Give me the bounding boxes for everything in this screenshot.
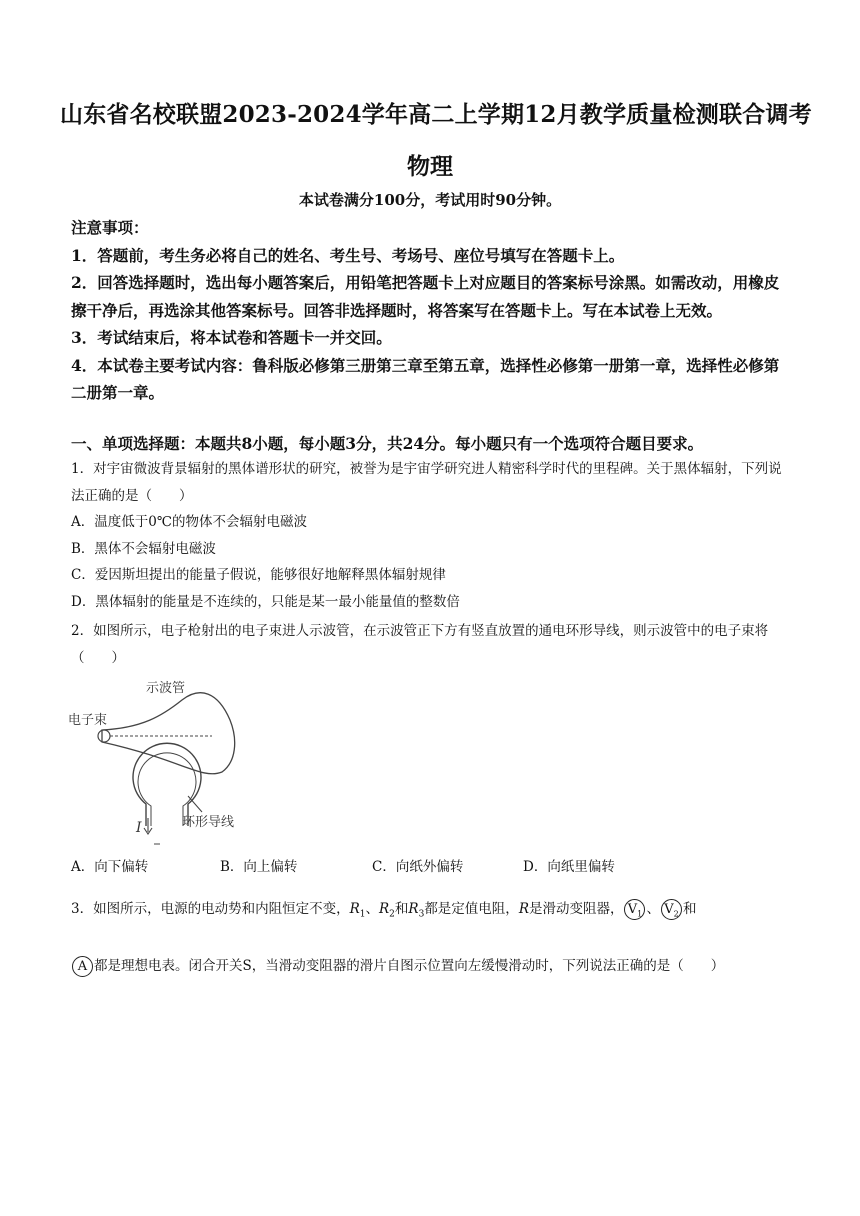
r-symbol: R [518, 901, 529, 917]
note-item: 4．本试卷主要考试内容：鲁科版必修第三册第三章至第五章，选择性必修第一册第一章，选择性必修第二册第一章。 [71, 355, 780, 402]
oscilloscope-figure [62, 676, 262, 848]
ring-conductor [133, 743, 201, 826]
r2-subscript: 2 [389, 909, 395, 920]
question-stem: 1．对宇宙微波背景辐射的黑体谱形状的研究，被誉为是宇宙学研究进人精密科学时代的里程碑。关于黑体辐射，下列说法正确的是（ ） [71, 461, 782, 504]
tube-outline [102, 693, 235, 774]
r3-symbol: R [408, 901, 419, 917]
beam-label: 电子束 [68, 713, 108, 728]
loop-label: 环形导线 [182, 815, 235, 830]
option-a: A．温度低于0℃的物体不会辐射电磁波 [71, 514, 307, 530]
question-2 [71, 618, 793, 671]
electron-gun [98, 730, 110, 742]
note-item: 1．答题前，考生务必将自己的姓名、考生号、考场号、座位号填写在答题卡上。 [71, 245, 625, 265]
meter-letter: V [664, 902, 674, 917]
section-heading: 一、单项选择题：本题共8小题，每小题3分，共24分。每小题只有一个选项符合题目要求。 [71, 434, 704, 453]
note-item: 3．考试结束后，将本试卷和答题卡一并交回。 [71, 328, 392, 347]
stem-text: 、 [365, 901, 379, 917]
stem-text: 和 [682, 901, 697, 917]
meter-subscript: 2 [673, 909, 679, 919]
exam-info: 本试卷满分100分，考试用时90分钟。 [298, 191, 562, 209]
meter-letter: V [627, 902, 638, 917]
current-label: I [136, 820, 142, 836]
question-3 [71, 884, 793, 992]
r1-symbol: R [349, 901, 360, 917]
r3-subscript: 3 [418, 909, 425, 920]
switch-symbol: S [242, 957, 252, 974]
voltmeter-2-icon [661, 899, 682, 920]
voltmeter-1-icon [624, 899, 645, 920]
r1-subscript: 1 [359, 909, 366, 920]
option-c: C．向纸外偏转 [372, 859, 464, 875]
notes-block [71, 214, 791, 407]
r2-symbol: R [379, 901, 390, 917]
option-d: D．黑体辐射的能量是不连续的，只能是某一最小能量值的整数倍 [71, 593, 460, 610]
note-item: 2．回答选择题时，选出每小题答案后，用铅笔把答题卡上对应题目的答案标号涂黑。如需改动，用橡皮擦干净后，再选涂其他答案标号。回答非选择题时，将答案写在答题卡上。写在本试卷上无效。 [71, 273, 780, 320]
stem-text: 都是定值电阻， [424, 901, 519, 917]
stem-text: ，当滑动变阻器的滑片自图示位置向左缓慢滑动时，下列说法正确的是（ ） [251, 957, 725, 974]
loop-leader [188, 796, 202, 812]
stem-text: 都是理想电表。闭合开关 [94, 957, 243, 974]
question-stem [71, 884, 793, 992]
stem-text: 3．如图所示，电源的电动势和内阻恒定不变， [71, 901, 350, 917]
option-d: D．向纸里偏转 [523, 859, 615, 875]
option-c: C．爱因斯坦提出的能量子假说，能够很好地解释黑体辐射规律 [71, 567, 446, 583]
stem-text: 、 [646, 901, 660, 917]
tube-label: 示波管 [146, 681, 186, 696]
meter-letter: A [77, 958, 88, 974]
stem-text: 是滑动变阻器， [528, 901, 624, 917]
question-stem: 2．如图所示，电子枪射出的电子束进人示波管，在示波管正下方有竖直放置的通电环形导线，则示波管中的电子束将（ ） [71, 623, 769, 666]
meter-subscript: 1 [637, 909, 643, 919]
option-b: B．向上偏转 [220, 859, 298, 875]
option-a: A．向下偏转 [71, 859, 149, 875]
question-1 [71, 456, 793, 615]
notes-heading: 注意事项： [71, 218, 149, 237]
exam-title: 山东省名校联盟2023-2024学年高二上学期12月教学质量检测联合调考 [60, 101, 812, 128]
option-b: B．黑体不会辐射电磁波 [71, 540, 216, 557]
ammeter-icon [72, 956, 93, 977]
stem-text: 和 [394, 901, 409, 917]
subject-title: 物理 [407, 153, 453, 180]
